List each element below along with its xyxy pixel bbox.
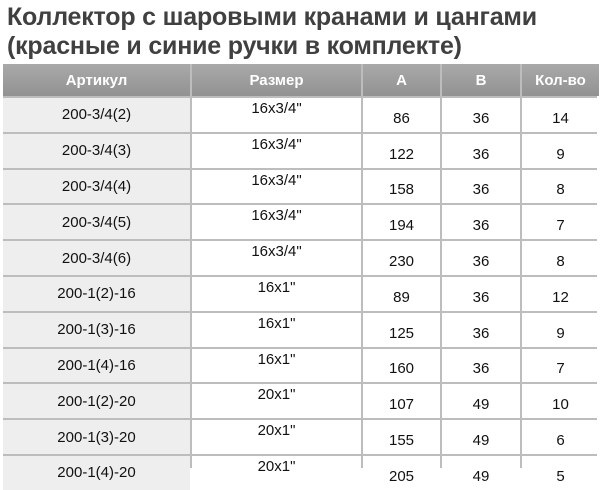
cell-size: 16x3/4" [192, 170, 361, 204]
page-title [7, 3, 597, 61]
header-a: A [363, 64, 440, 96]
cell-quantity: 7 [522, 349, 599, 383]
cell-b: 49 [442, 420, 520, 454]
cell-article: 200-1(4)-16 [3, 349, 190, 383]
cell-quantity: 10 [522, 384, 599, 418]
header-quantity: Кол-во [522, 64, 599, 96]
cell-b: 36 [442, 134, 520, 168]
cell-size: 16x3/4" [192, 98, 361, 132]
title-line-1: Коллектор с шаровыми кранами и цангами [7, 3, 537, 31]
cell-article: 200-1(4)-20 [3, 456, 190, 490]
cell-article: 200-1(2)-16 [3, 277, 190, 311]
cell-quantity: 8 [522, 170, 599, 204]
cell-a: 125 [363, 313, 440, 347]
cell-a: 230 [363, 241, 440, 275]
cell-size: 16x1" [192, 313, 361, 347]
cell-b: 36 [442, 205, 520, 239]
cell-a: 158 [363, 170, 440, 204]
cell-b: 36 [442, 241, 520, 275]
cell-quantity: 7 [522, 205, 599, 239]
cell-quantity: 12 [522, 277, 599, 311]
cell-b: 36 [442, 313, 520, 347]
cell-quantity: 5 [522, 456, 599, 490]
cell-article: 200-1(3)-20 [3, 420, 190, 454]
cell-article: 200-3/4(3) [3, 134, 190, 168]
cell-article: 200-3/4(5) [3, 205, 190, 239]
cell-a: 160 [363, 349, 440, 383]
cell-quantity: 8 [522, 241, 599, 275]
cell-size: 16x3/4" [192, 205, 361, 239]
cell-b: 49 [442, 384, 520, 418]
cell-a: 122 [363, 134, 440, 168]
cell-b: 49 [442, 456, 520, 490]
cell-size: 20x1" [192, 384, 361, 418]
cell-quantity: 6 [522, 420, 599, 454]
cell-article: 200-3/4(6) [3, 241, 190, 275]
cell-b: 36 [442, 277, 520, 311]
cell-a: 89 [363, 277, 440, 311]
cell-size: 16x3/4" [192, 134, 361, 168]
cell-article: 200-3/4(2) [3, 98, 190, 132]
title-line-2: (красные и синие ручки в комплекте) [7, 32, 462, 60]
cell-a: 194 [363, 205, 440, 239]
cell-size: 16x1" [192, 349, 361, 383]
header-b: B [442, 64, 520, 96]
cell-article: 200-1(2)-20 [3, 384, 190, 418]
cell-size: 16x1" [192, 277, 361, 311]
cell-quantity: 9 [522, 313, 599, 347]
cell-size: 20x1" [192, 420, 361, 454]
spec-table [3, 64, 597, 485]
header-size: Размер [192, 64, 361, 96]
cell-size: 20x1" [192, 456, 361, 490]
cell-a: 107 [363, 384, 440, 418]
header-article: Артикул [3, 64, 190, 96]
cell-quantity: 9 [522, 134, 599, 168]
cell-article: 200-1(3)-16 [3, 313, 190, 347]
cell-b: 36 [442, 98, 520, 132]
cell-b: 36 [442, 349, 520, 383]
cell-a: 86 [363, 98, 440, 132]
cell-b: 36 [442, 170, 520, 204]
cell-a: 155 [363, 420, 440, 454]
cell-quantity: 14 [522, 98, 599, 132]
cell-article: 200-3/4(4) [3, 170, 190, 204]
cell-a: 205 [363, 456, 440, 490]
cell-size: 16x3/4" [192, 241, 361, 275]
